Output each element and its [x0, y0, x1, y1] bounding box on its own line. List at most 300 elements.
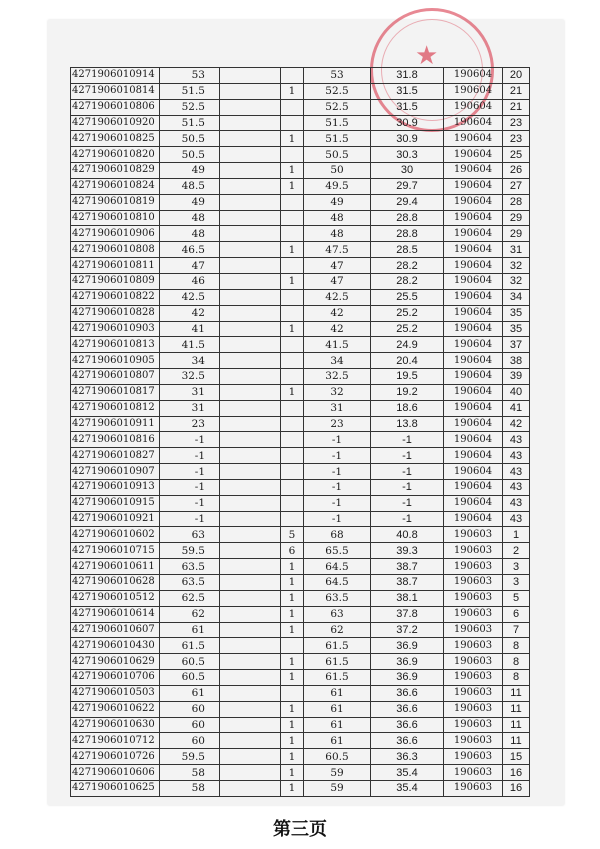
table-row	[71, 178, 530, 194]
blank-cell	[220, 178, 281, 194]
total-score-cell: 61	[304, 717, 371, 733]
table-row	[71, 400, 530, 416]
position-code-cell: 190603	[444, 717, 503, 733]
bonus-points-cell	[281, 226, 304, 242]
written-score-cell: 51.5	[160, 115, 220, 131]
position-code-cell: 190604	[444, 416, 503, 432]
rank-cell: 5	[503, 590, 530, 606]
converted-score-cell: 39.3	[371, 543, 444, 559]
blank-cell	[220, 305, 281, 321]
position-code-cell: 190604	[444, 384, 503, 400]
blank-cell	[220, 448, 281, 464]
written-score-cell: 52.5	[160, 99, 220, 115]
blank-cell	[220, 670, 281, 686]
total-score-cell: 53	[304, 68, 371, 84]
bonus-points-cell: 1	[281, 654, 304, 670]
bonus-points-cell	[281, 68, 304, 84]
bonus-points-cell	[281, 416, 304, 432]
candidate-id-cell: 4271906010808	[71, 242, 160, 258]
position-code-cell: 190603	[444, 527, 503, 543]
rank-cell: 11	[503, 717, 530, 733]
total-score-cell: 51.5	[304, 115, 371, 131]
written-score-cell: 46.5	[160, 242, 220, 258]
total-score-cell: 62	[304, 622, 371, 638]
bonus-points-cell	[281, 432, 304, 448]
rank-cell: 43	[503, 495, 530, 511]
table-row	[71, 606, 530, 622]
rank-cell: 7	[503, 622, 530, 638]
bonus-points-cell	[281, 369, 304, 385]
position-code-cell: 190604	[444, 131, 503, 147]
table-row	[71, 780, 530, 796]
table-row	[71, 495, 530, 511]
total-score-cell: 31	[304, 400, 371, 416]
table-row	[71, 242, 530, 258]
written-score-cell: 42.5	[160, 289, 220, 305]
candidate-id-cell: 4271906010602	[71, 527, 160, 543]
bonus-points-cell	[281, 400, 304, 416]
table-row	[71, 353, 530, 369]
converted-score-cell: 36.6	[371, 717, 444, 733]
candidate-id-cell: 4271906010726	[71, 749, 160, 765]
rank-cell: 20	[503, 68, 530, 84]
total-score-cell: 41.5	[304, 337, 371, 353]
bonus-points-cell	[281, 210, 304, 226]
rank-cell: 8	[503, 638, 530, 654]
table-row	[71, 83, 530, 99]
rank-cell: 8	[503, 654, 530, 670]
table-row	[71, 321, 530, 337]
candidate-id-cell: 4271906010814	[71, 83, 160, 99]
converted-score-cell: -1	[371, 448, 444, 464]
bonus-points-cell	[281, 464, 304, 480]
bonus-points-cell	[281, 638, 304, 654]
position-code-cell: 190604	[444, 99, 503, 115]
converted-score-cell: 36.9	[371, 654, 444, 670]
total-score-cell: 63	[304, 606, 371, 622]
total-score-cell: 47.5	[304, 242, 371, 258]
table-row	[71, 369, 530, 385]
bonus-points-cell: 1	[281, 622, 304, 638]
bonus-points-cell: 1	[281, 733, 304, 749]
total-score-cell: -1	[304, 432, 371, 448]
blank-cell	[220, 464, 281, 480]
written-score-cell: 59.5	[160, 543, 220, 559]
bonus-points-cell	[281, 495, 304, 511]
blank-cell	[220, 115, 281, 131]
table-row	[71, 163, 530, 179]
total-score-cell: 59	[304, 765, 371, 781]
position-code-cell: 190603	[444, 559, 503, 575]
total-score-cell: 61.5	[304, 670, 371, 686]
table-row	[71, 68, 530, 84]
converted-score-cell: 36.9	[371, 638, 444, 654]
candidate-id-cell: 4271906010611	[71, 559, 160, 575]
converted-score-cell: 13.8	[371, 416, 444, 432]
blank-cell	[220, 226, 281, 242]
rank-cell: 11	[503, 685, 530, 701]
blank-cell	[220, 701, 281, 717]
bonus-points-cell: 1	[281, 163, 304, 179]
position-code-cell: 190603	[444, 654, 503, 670]
total-score-cell: 61.5	[304, 654, 371, 670]
written-score-cell: 60	[160, 701, 220, 717]
written-score-cell: 58	[160, 765, 220, 781]
written-score-cell: 60.5	[160, 670, 220, 686]
table-row	[71, 670, 530, 686]
converted-score-cell: 36.6	[371, 701, 444, 717]
table-row	[71, 337, 530, 353]
converted-score-cell: 30.9	[371, 115, 444, 131]
position-code-cell: 190604	[444, 68, 503, 84]
score-table-body	[71, 68, 530, 797]
written-score-cell: 32.5	[160, 369, 220, 385]
blank-cell	[220, 638, 281, 654]
blank-cell	[220, 416, 281, 432]
table-row	[71, 464, 530, 480]
blank-cell	[220, 369, 281, 385]
candidate-id-cell: 4271906010630	[71, 717, 160, 733]
table-row	[71, 543, 530, 559]
bonus-points-cell: 1	[281, 131, 304, 147]
written-score-cell: 34	[160, 353, 220, 369]
written-score-cell: 51.5	[160, 83, 220, 99]
converted-score-cell: 20.4	[371, 353, 444, 369]
bonus-points-cell	[281, 147, 304, 163]
converted-score-cell: 25.5	[371, 289, 444, 305]
candidate-id-cell: 4271906010913	[71, 479, 160, 495]
candidate-id-cell: 4271906010625	[71, 780, 160, 796]
blank-cell	[220, 717, 281, 733]
blank-cell	[220, 432, 281, 448]
blank-cell	[220, 384, 281, 400]
converted-score-cell: 31.5	[371, 99, 444, 115]
written-score-cell: 49	[160, 194, 220, 210]
candidate-id-cell: 4271906010911	[71, 416, 160, 432]
table-row	[71, 99, 530, 115]
bonus-points-cell: 1	[281, 749, 304, 765]
converted-score-cell: -1	[371, 432, 444, 448]
converted-score-cell: 28.2	[371, 273, 444, 289]
rank-cell: 16	[503, 780, 530, 796]
converted-score-cell: 36.6	[371, 733, 444, 749]
blank-cell	[220, 194, 281, 210]
written-score-cell: 50.5	[160, 147, 220, 163]
rank-cell: 38	[503, 353, 530, 369]
total-score-cell: 49	[304, 194, 371, 210]
candidate-id-cell: 4271906010905	[71, 353, 160, 369]
blank-cell	[220, 131, 281, 147]
converted-score-cell: 19.5	[371, 369, 444, 385]
table-row	[71, 765, 530, 781]
position-code-cell: 190604	[444, 448, 503, 464]
written-score-cell: 48.5	[160, 178, 220, 194]
position-code-cell: 190604	[444, 400, 503, 416]
blank-cell	[220, 654, 281, 670]
written-score-cell: 31	[160, 384, 220, 400]
written-score-cell: 49	[160, 163, 220, 179]
blank-cell	[220, 495, 281, 511]
written-score-cell: 62.5	[160, 590, 220, 606]
position-code-cell: 190603	[444, 780, 503, 796]
blank-cell	[220, 353, 281, 369]
rank-cell: 43	[503, 448, 530, 464]
rank-cell: 43	[503, 479, 530, 495]
candidate-id-cell: 4271906010824	[71, 178, 160, 194]
written-score-cell: -1	[160, 448, 220, 464]
bonus-points-cell	[281, 479, 304, 495]
candidate-id-cell: 4271906010828	[71, 305, 160, 321]
rank-cell: 3	[503, 559, 530, 575]
blank-cell	[220, 685, 281, 701]
blank-cell	[220, 68, 281, 84]
written-score-cell: -1	[160, 495, 220, 511]
converted-score-cell: 29.7	[371, 178, 444, 194]
bonus-points-cell	[281, 194, 304, 210]
written-score-cell: 61.5	[160, 638, 220, 654]
bonus-points-cell	[281, 353, 304, 369]
blank-cell	[220, 163, 281, 179]
bonus-points-cell: 1	[281, 590, 304, 606]
blank-cell	[220, 210, 281, 226]
converted-score-cell: 38.7	[371, 575, 444, 591]
written-score-cell: 61	[160, 622, 220, 638]
candidate-id-cell: 4271906010715	[71, 543, 160, 559]
total-score-cell: 59	[304, 780, 371, 796]
candidate-id-cell: 4271906010811	[71, 258, 160, 274]
blank-cell	[220, 606, 281, 622]
bonus-points-cell: 1	[281, 83, 304, 99]
rank-cell: 31	[503, 242, 530, 258]
candidate-id-cell: 4271906010820	[71, 147, 160, 163]
total-score-cell: 42	[304, 321, 371, 337]
bonus-points-cell: 1	[281, 670, 304, 686]
table-row	[71, 511, 530, 527]
blank-cell	[220, 83, 281, 99]
rank-cell: 23	[503, 131, 530, 147]
rank-cell: 2	[503, 543, 530, 559]
rank-cell: 35	[503, 305, 530, 321]
bonus-points-cell: 1	[281, 701, 304, 717]
bonus-points-cell: 1	[281, 273, 304, 289]
rank-cell: 21	[503, 99, 530, 115]
bonus-points-cell: 1	[281, 242, 304, 258]
position-code-cell: 190603	[444, 606, 503, 622]
bonus-points-cell	[281, 448, 304, 464]
candidate-id-cell: 4271906010816	[71, 432, 160, 448]
rank-cell: 16	[503, 765, 530, 781]
candidate-id-cell: 4271906010915	[71, 495, 160, 511]
written-score-cell: 60	[160, 733, 220, 749]
rank-cell: 41	[503, 400, 530, 416]
converted-score-cell: -1	[371, 495, 444, 511]
position-code-cell: 190604	[444, 337, 503, 353]
bonus-points-cell	[281, 337, 304, 353]
blank-cell	[220, 99, 281, 115]
table-row	[71, 448, 530, 464]
converted-score-cell: 36.3	[371, 749, 444, 765]
position-code-cell: 190604	[444, 289, 503, 305]
rank-cell: 40	[503, 384, 530, 400]
position-code-cell: 190604	[444, 210, 503, 226]
candidate-id-cell: 4271906010622	[71, 701, 160, 717]
table-row	[71, 194, 530, 210]
rank-cell: 3	[503, 575, 530, 591]
total-score-cell: 68	[304, 527, 371, 543]
rank-cell: 21	[503, 83, 530, 99]
position-code-cell: 190604	[444, 163, 503, 179]
table-row	[71, 226, 530, 242]
written-score-cell: 48	[160, 210, 220, 226]
converted-score-cell: 36.9	[371, 670, 444, 686]
converted-score-cell: 35.4	[371, 780, 444, 796]
candidate-id-cell: 4271906010829	[71, 163, 160, 179]
candidate-id-cell: 4271906010817	[71, 384, 160, 400]
blank-cell	[220, 749, 281, 765]
rank-cell: 6	[503, 606, 530, 622]
written-score-cell: 63.5	[160, 559, 220, 575]
candidate-id-cell: 4271906010920	[71, 115, 160, 131]
converted-score-cell: 29.4	[371, 194, 444, 210]
position-code-cell: 190604	[444, 83, 503, 99]
written-score-cell: -1	[160, 479, 220, 495]
table-row	[71, 638, 530, 654]
candidate-id-cell: 4271906010810	[71, 210, 160, 226]
table-row	[71, 258, 530, 274]
candidate-id-cell: 4271906010903	[71, 321, 160, 337]
total-score-cell: 23	[304, 416, 371, 432]
blank-cell	[220, 559, 281, 575]
bonus-points-cell	[281, 99, 304, 115]
written-score-cell: 60	[160, 717, 220, 733]
bonus-points-cell: 1	[281, 575, 304, 591]
converted-score-cell: 30.9	[371, 131, 444, 147]
total-score-cell: 50.5	[304, 147, 371, 163]
total-score-cell: 52.5	[304, 99, 371, 115]
written-score-cell: 53	[160, 68, 220, 84]
total-score-cell: 64.5	[304, 559, 371, 575]
position-code-cell: 190603	[444, 575, 503, 591]
table-row	[71, 289, 530, 305]
candidate-id-cell: 4271906010813	[71, 337, 160, 353]
rank-cell: 32	[503, 258, 530, 274]
bonus-points-cell: 1	[281, 717, 304, 733]
written-score-cell: 41	[160, 321, 220, 337]
converted-score-cell: 28.8	[371, 226, 444, 242]
total-score-cell: 61	[304, 685, 371, 701]
table-row	[71, 432, 530, 448]
bonus-points-cell	[281, 289, 304, 305]
rank-cell: 25	[503, 147, 530, 163]
position-code-cell: 190604	[444, 194, 503, 210]
position-code-cell: 190604	[444, 511, 503, 527]
blank-cell	[220, 527, 281, 543]
converted-score-cell: 36.6	[371, 685, 444, 701]
rank-cell: 42	[503, 416, 530, 432]
position-code-cell: 190604	[444, 305, 503, 321]
total-score-cell: 61	[304, 701, 371, 717]
written-score-cell: 59.5	[160, 749, 220, 765]
table-row	[71, 115, 530, 131]
rank-cell: 32	[503, 273, 530, 289]
position-code-cell: 190603	[444, 670, 503, 686]
blank-cell	[220, 765, 281, 781]
rank-cell: 26	[503, 163, 530, 179]
converted-score-cell: 25.2	[371, 305, 444, 321]
total-score-cell: 65.5	[304, 543, 371, 559]
rank-cell: 8	[503, 670, 530, 686]
written-score-cell: -1	[160, 464, 220, 480]
total-score-cell: 52.5	[304, 83, 371, 99]
rank-cell: 29	[503, 226, 530, 242]
table-row	[71, 559, 530, 575]
written-score-cell: 41.5	[160, 337, 220, 353]
position-code-cell: 190604	[444, 479, 503, 495]
total-score-cell: -1	[304, 448, 371, 464]
position-code-cell: 190604	[444, 147, 503, 163]
converted-score-cell: 19.2	[371, 384, 444, 400]
total-score-cell: 47	[304, 273, 371, 289]
total-score-cell: 48	[304, 210, 371, 226]
table-row	[71, 622, 530, 638]
candidate-id-cell: 4271906010807	[71, 369, 160, 385]
candidate-id-cell: 4271906010819	[71, 194, 160, 210]
bonus-points-cell: 1	[281, 765, 304, 781]
written-score-cell: 60.5	[160, 654, 220, 670]
converted-score-cell: 18.6	[371, 400, 444, 416]
rank-cell: 29	[503, 210, 530, 226]
blank-cell	[220, 575, 281, 591]
converted-score-cell: 37.2	[371, 622, 444, 638]
table-row	[71, 147, 530, 163]
position-code-cell: 190603	[444, 638, 503, 654]
position-code-cell: 190603	[444, 701, 503, 717]
candidate-id-cell: 4271906010809	[71, 273, 160, 289]
written-score-cell: 50.5	[160, 131, 220, 147]
blank-cell	[220, 479, 281, 495]
written-score-cell: 62	[160, 606, 220, 622]
rank-cell: 23	[503, 115, 530, 131]
bonus-points-cell: 1	[281, 321, 304, 337]
position-code-cell: 190603	[444, 590, 503, 606]
converted-score-cell: 38.7	[371, 559, 444, 575]
converted-score-cell: 31.5	[371, 83, 444, 99]
position-code-cell: 190604	[444, 353, 503, 369]
table-row	[71, 717, 530, 733]
blank-cell	[220, 733, 281, 749]
written-score-cell: 42	[160, 305, 220, 321]
bonus-points-cell	[281, 258, 304, 274]
bonus-points-cell: 5	[281, 527, 304, 543]
rank-cell: 43	[503, 432, 530, 448]
candidate-id-cell: 4271906010914	[71, 68, 160, 84]
position-code-cell: 190604	[444, 321, 503, 337]
candidate-id-cell: 4271906010812	[71, 400, 160, 416]
converted-score-cell: 35.4	[371, 765, 444, 781]
rank-cell: 34	[503, 289, 530, 305]
blank-cell	[220, 543, 281, 559]
converted-score-cell: 28.8	[371, 210, 444, 226]
written-score-cell: 48	[160, 226, 220, 242]
table-row	[71, 749, 530, 765]
position-code-cell: 190604	[444, 273, 503, 289]
candidate-id-cell: 4271906010614	[71, 606, 160, 622]
total-score-cell: -1	[304, 511, 371, 527]
written-score-cell: 47	[160, 258, 220, 274]
candidate-id-cell: 4271906010607	[71, 622, 160, 638]
table-row	[71, 685, 530, 701]
total-score-cell: 48	[304, 226, 371, 242]
